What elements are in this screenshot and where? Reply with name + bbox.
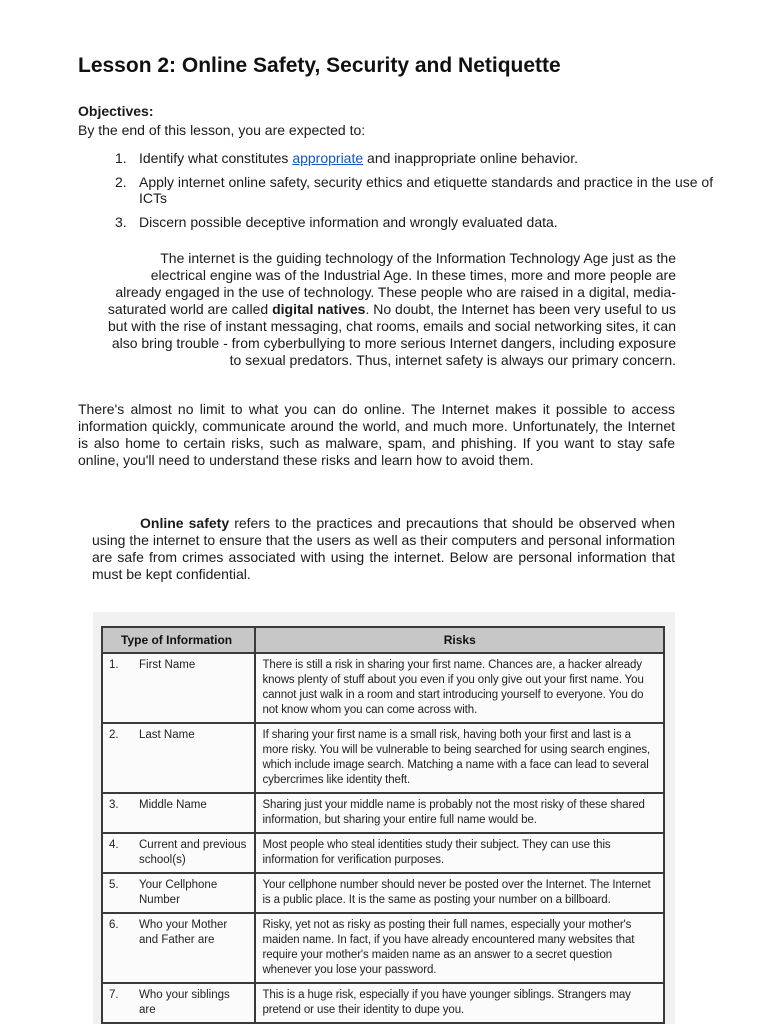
type-label: Current and previous school(s) xyxy=(139,839,247,866)
type-cell xyxy=(102,833,255,873)
type-label: Your Cellphone Number xyxy=(139,879,218,906)
objective-item xyxy=(112,150,732,166)
lesson-title: Lesson 2: Online Safety, Security and Netiquette xyxy=(78,54,561,77)
table-row xyxy=(102,983,664,1023)
appropriate-link[interactable]: appropriate xyxy=(292,150,364,166)
objective-number: 2. xyxy=(115,174,127,190)
objective-text-before: Identify what constitutes xyxy=(139,150,293,166)
type-cell xyxy=(102,653,255,723)
intro-text-after: . No doubt, the Internet has been very useful to us but with the rise of instant messaging, chat rooms, emails and social networking sites, it can also bring trouble - from cyberbullying to more serious Internet dangers, including exposure to sexual predators. Thus, internet safety is always our primary concern. xyxy=(107,301,676,368)
risk-cell: There is still a risk in sharing your first name. Chances are, a hacker already knows plenty of stuff about you even if you only give out your first name. You cannot just walk in a room and start introducing yourself to everyone. You do not know whom you can come across with. xyxy=(255,653,664,723)
objective-item xyxy=(112,174,732,206)
row-number: 7. xyxy=(109,989,119,1001)
type-cell xyxy=(102,723,255,793)
risk-cell: If sharing your first name is a small risk, having both your first and last is a more risky. You will be vulnerable to being searched for using search engines, which include image search. Matching a name with a face can lead to several cybercrimes like identity theft. xyxy=(255,723,664,793)
objective-text: Discern possible deceptive information and wrongly evaluated data. xyxy=(139,214,558,230)
row-number: 4. xyxy=(109,839,119,851)
risk-cell: This is a huge risk, especially if you have younger siblings. Strangers may pretend or use their identity to dupe you. xyxy=(255,983,664,1023)
table-row xyxy=(102,723,664,793)
row-number: 6. xyxy=(109,919,119,931)
row-number: 3. xyxy=(109,799,119,811)
objective-number: 1. xyxy=(115,150,127,166)
objectives-intro: By the end of this lesson, you are expected to: xyxy=(78,122,366,138)
type-cell xyxy=(102,793,255,833)
header-risks: Risks xyxy=(255,627,664,653)
risk-cell: Risky, yet not as risky as posting their full names, especially your mother's maiden name. In fact, if you have already encountered many websites that require your mother's maiden name as an answer to a secret question whenever you lose your password. xyxy=(255,913,664,983)
row-number: 2. xyxy=(109,729,119,741)
information-risks-table xyxy=(101,626,665,1024)
type-label: First Name xyxy=(139,659,196,671)
objective-item xyxy=(112,214,732,230)
table-header-row xyxy=(102,627,664,653)
online-safety-paragraph xyxy=(92,515,675,583)
type-cell xyxy=(102,913,255,983)
header-type: Type of Information xyxy=(102,627,255,653)
objective-number: 3. xyxy=(115,214,127,230)
table-row xyxy=(102,833,664,873)
table-row xyxy=(102,913,664,983)
objectives-list xyxy=(112,150,732,238)
type-label: Middle Name xyxy=(139,799,207,811)
online-safety-term: Online safety xyxy=(140,515,230,531)
information-table-image xyxy=(93,612,675,1024)
objective-text: Apply internet online safety, security ethics and etiquette standards and practice in the use of ICTs xyxy=(139,174,714,206)
objective-text-after: and inappropriate online behavior. xyxy=(363,150,578,166)
table-row xyxy=(102,793,664,833)
type-label: Last Name xyxy=(139,729,195,741)
type-cell xyxy=(102,873,255,913)
type-label: Who your Mother and Father are xyxy=(139,919,228,946)
table-row xyxy=(102,653,664,723)
online-safety-text: refers to the practices and precautions that should be observed when using the internet to ensure that the users as well as their computers and personal information are safe from crimes associated with using the internet. Below are personal information that must be kept confidential. xyxy=(92,515,675,582)
intro-paragraph xyxy=(104,250,676,369)
risk-cell: Sharing just your middle name is probably not the most risky of these shared information, but sharing your entire full name would be. xyxy=(255,793,664,833)
row-number: 5. xyxy=(109,879,119,891)
type-cell xyxy=(102,983,255,1023)
risks-paragraph: There's almost no limit to what you can do online. The Internet makes it possible to access information quickly, communicate around the world, and much more. Unfortunately, the Internet is also home to certain risks, such as malware, spam, and phishing. If you want to stay safe online, you'll need to understand these risks and learn how to avoid them. xyxy=(78,401,675,468)
digital-natives-term: digital natives xyxy=(272,301,366,317)
row-number: 1. xyxy=(109,659,119,671)
risk-cell: Most people who steal identities study their subject. They can use this information for verification purposes. xyxy=(255,833,664,873)
table-row xyxy=(102,873,664,913)
type-label: Who your siblings are xyxy=(139,989,230,1016)
objectives-heading: Objectives: xyxy=(78,103,154,119)
intro-text-before: The internet is the guiding technology of the Information Technology Age just as the electrical engine was of the Industrial Age. In these times, more and more people are already engaged in the use of technology. These people who are raised in a digital, media-saturated world are called xyxy=(107,250,676,317)
risk-cell: Your cellphone number should never be posted over the Internet. The Internet is a public place. It is the same as posting your number on a billboard. xyxy=(255,873,664,913)
